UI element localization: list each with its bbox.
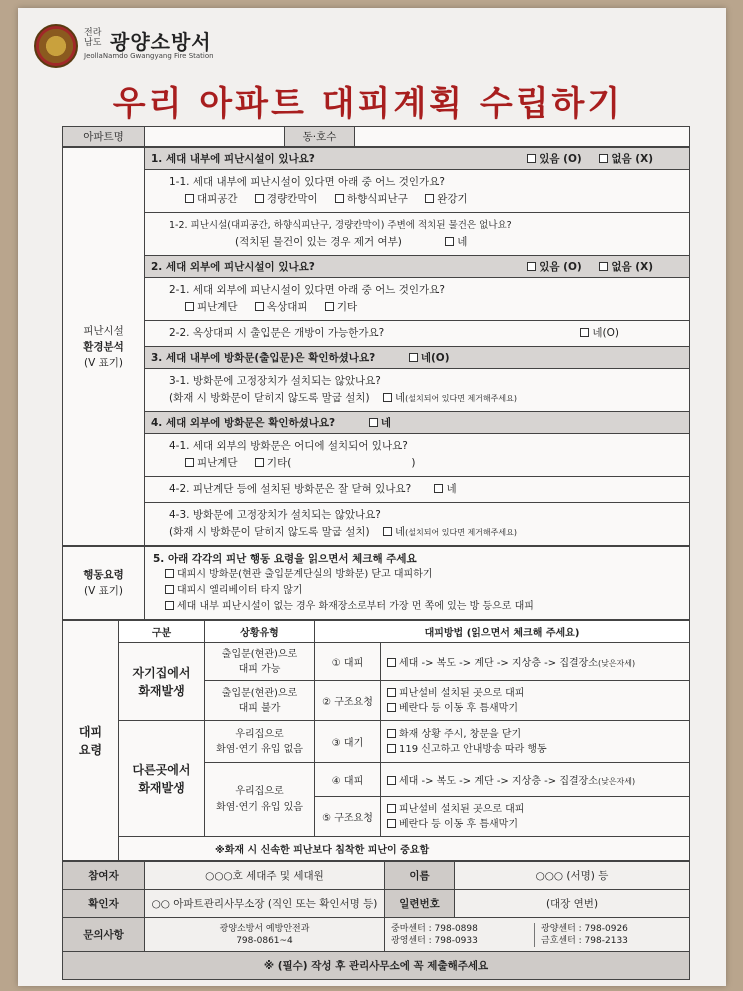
- action-item[interactable]: [153, 567, 681, 583]
- q2-2-yes-option[interactable]: [580, 325, 619, 342]
- question-1-title: 1. 세대 내부에 피난시설이 있나요?: [151, 153, 315, 165]
- section-action-guide: [62, 546, 690, 620]
- unit-field[interactable]: [355, 127, 690, 147]
- q1-2-text: 1-2. 피난시설(대피공간, 하향식피난구, 경량칸막이) 주변에 적치된 물건은 없나요?: [169, 220, 512, 231]
- question-2-title: 2. 세대 외부에 피난시설이 있나요?: [151, 261, 315, 273]
- action-guide-body: [145, 547, 690, 620]
- action-side-label: [63, 547, 145, 620]
- confirmer-label: 확인자: [63, 890, 145, 918]
- question-4-title: 4. 세대 외부에 방화문은 확인하셨나요?: [151, 417, 336, 429]
- option-label: 옥상대피: [266, 301, 308, 313]
- checkbox-icon: [165, 569, 174, 578]
- action-cell[interactable]: [381, 643, 690, 681]
- submission-note: [63, 952, 690, 980]
- action-item-label: 세대 내부 피난시설이 없는 경우 화재장소로부터 가장 먼 쪽에 있는 방 등으로 대피: [177, 601, 534, 612]
- question-1-2: [145, 213, 690, 256]
- region-label: 전라남도: [84, 28, 102, 48]
- action-line: [387, 701, 683, 716]
- question-4-1: [145, 434, 690, 477]
- q4-yes-option[interactable]: [369, 415, 391, 430]
- q1-2-line: [169, 234, 679, 251]
- q4-1-text: 4-1. 세대 외부의 방화문은 어디에 설치되어 있나요?: [169, 440, 408, 452]
- section-evacuation-guide: [62, 620, 690, 861]
- checkbox-icon: [445, 237, 454, 246]
- question-3-title: 3. 세대 내부에 방화문(출입문)은 확인하셨나요?: [151, 352, 376, 364]
- checkbox-icon: [255, 458, 264, 467]
- q1-2-subtext: (적치된 물건이 있는 경우 제거 여부): [235, 236, 402, 248]
- checkbox-icon: [527, 154, 536, 163]
- action-cell[interactable]: [381, 681, 690, 721]
- q2-1-text: 2-1. 세대 외부에 피난시설이 있다면 아래 중 어느 것인가요?: [169, 284, 445, 296]
- option-label: 네: [395, 526, 406, 538]
- checkbox-icon: [387, 744, 396, 753]
- center-contact: 광영센터 : 798-0933: [391, 935, 478, 946]
- q2-2-text: 2-2. 옥상대피 시 출입문은 개방이 가능한가요?: [169, 327, 385, 339]
- question-2-2: [145, 321, 690, 347]
- participant-value[interactable]: ○○○호 세대주 및 세대원: [145, 862, 385, 890]
- option-label: 대피공간: [197, 193, 238, 205]
- name-label: 이름: [385, 862, 455, 890]
- center-contacts: [385, 918, 690, 952]
- action-label: 화재 상황 주시, 창문을 닫기: [399, 728, 522, 740]
- action-cell[interactable]: [381, 797, 690, 837]
- action-line: [387, 742, 683, 757]
- center-contact: 중마센터 : 798-0898: [391, 923, 478, 934]
- checkbox-icon: [387, 819, 396, 828]
- method-cell: ④ 대피: [315, 763, 381, 797]
- checkbox-icon: [387, 776, 396, 785]
- question-1-1: [145, 170, 690, 213]
- option-label: 피난계단: [197, 457, 238, 469]
- checkbox-icon: [185, 458, 194, 467]
- checkbox-icon: [185, 302, 194, 311]
- evac-note: ※화재 시 신속한 피난보다 침착한 피난이 중요함: [119, 837, 690, 861]
- info-table: [62, 126, 690, 147]
- q4-3-yes-option[interactable]: [383, 524, 517, 541]
- side-label-line3: (V 표기): [84, 356, 123, 369]
- q1-1-option[interactable]: [255, 191, 318, 208]
- action-label: 베란다 등 이동 후 틈새막기: [399, 818, 518, 830]
- q3-yes-label: 네(O): [420, 352, 450, 364]
- action-line: [387, 802, 683, 817]
- situation-cell: 우리집으로 화염·연기 유입 없음: [205, 721, 315, 763]
- side-label-line2: 요령: [78, 742, 103, 757]
- group-elsewhere: 다른곳에서 화재발생: [119, 721, 205, 837]
- group-own-home: 자기집에서 화재발생: [119, 643, 205, 721]
- serial-value[interactable]: (대장 연번): [455, 890, 690, 918]
- action-item-label: 대피시 방화문(현관 출입문계단실의 방화문) 닫고 대피하기: [177, 569, 433, 580]
- q3-1-yes-option[interactable]: [383, 390, 517, 407]
- action-line: [387, 817, 683, 832]
- action-label: 피난설비 설치된 곳으로 대피: [399, 803, 525, 815]
- q1-1-option[interactable]: [335, 191, 408, 208]
- action-note: (낮은자세): [597, 659, 636, 668]
- checkbox-icon: [387, 658, 396, 667]
- station-english-name: JeollaNamdo Gwangyang Fire Station: [84, 52, 214, 60]
- checkbox-icon: [425, 194, 434, 203]
- question-4-3: [145, 503, 690, 546]
- q4-1-options: [169, 455, 679, 472]
- name-value[interactable]: ○○○ (서명) 등: [455, 862, 690, 890]
- q1-1-text: 1-1. 세대 내부에 피난시설이 있다면 아래 중 어느 것인가요?: [169, 176, 445, 188]
- checkbox-icon: [335, 194, 344, 203]
- action-item[interactable]: [153, 583, 681, 599]
- q3-1-line: [169, 390, 679, 407]
- question-5-title: 5. 아래 각각의 피난 행동 요령을 읽으면서 체크해 주세요: [153, 553, 417, 565]
- option-label: 기타: [336, 301, 358, 313]
- checkbox-icon: [255, 194, 264, 203]
- checkbox-icon: [409, 353, 418, 362]
- fire-station-emblem-icon: [34, 24, 78, 68]
- method-cell: ② 구조요청: [315, 681, 381, 721]
- q4-1-option[interactable]: [255, 455, 416, 472]
- situation-cell: 우리집으로 화염·연기 유입 있음: [205, 763, 315, 837]
- q2-no-label: 없음 (X): [611, 261, 653, 273]
- center-contact: 금호센터 : 798-2133: [541, 935, 628, 946]
- side-label-line1: 행동요령: [83, 569, 124, 581]
- checkbox-icon: [387, 703, 396, 712]
- q1-1-option[interactable]: [425, 191, 467, 208]
- option-label: 네: [446, 483, 457, 495]
- action-line: [387, 727, 683, 742]
- method-cell: ⑤ 구조요청: [315, 797, 381, 837]
- serial-label: 일련번호: [385, 890, 455, 918]
- question-4-2: [145, 477, 690, 503]
- inquiry-office-phone: 798-0861~4: [236, 935, 293, 946]
- q2-1-options: [169, 299, 679, 316]
- side-label-line2: 환경분석: [83, 340, 124, 353]
- checkbox-icon: [369, 418, 378, 427]
- question-3-1: [145, 369, 690, 412]
- inquiry-office: [145, 918, 385, 952]
- q4-2-yes-option[interactable]: [434, 481, 456, 498]
- method-cell: ③ 대기: [315, 721, 381, 763]
- option-label: 네(O): [592, 327, 619, 339]
- q1-no-option[interactable]: [599, 151, 653, 166]
- checkbox-icon: [527, 262, 536, 271]
- q2-yes-option[interactable]: [527, 259, 581, 274]
- q4-yes-label: 네: [380, 417, 391, 429]
- situation-cell: 출입문(현관)으로 대피 불가: [205, 681, 315, 721]
- checkbox-icon: [599, 154, 608, 163]
- unit-label: 동·호수: [285, 127, 355, 147]
- method-cell: ① 대피: [315, 643, 381, 681]
- question-2-1: [145, 278, 690, 321]
- centers-left: [391, 923, 531, 947]
- q1-1-options: [169, 191, 679, 208]
- q1-no-label: 없음 (X): [611, 153, 653, 165]
- action-label: 세대 -> 복도 -> 계단 -> 지상층 -> 집결장소: [399, 776, 598, 787]
- side-label-line1: 피난시설: [83, 324, 124, 337]
- inquiry-label: 문의사항: [63, 918, 145, 952]
- q4-3-text: 4-3. 방화문에 고정장치가 설치되는 않았나요?: [169, 509, 381, 521]
- submission-note-text: ※ (필수) 작성 후 관리사무소에 꼭 제출해주세요: [263, 960, 489, 972]
- checkbox-icon: [434, 484, 443, 493]
- q3-1-text: 3-1. 방화문에 고정장치가 설치되는 않았나요?: [169, 375, 381, 387]
- option-label: 완강기: [437, 193, 468, 205]
- q4-1-option[interactable]: [185, 455, 238, 472]
- option-label: 네: [457, 236, 468, 248]
- checkbox-icon: [599, 262, 608, 271]
- question-4-header: [145, 412, 690, 434]
- option-label: 기타(: [266, 457, 292, 469]
- apt-name-label: 아파트명: [63, 127, 145, 147]
- col-header-method: 대피방법 (읽으면서 체크해 주세요): [315, 621, 690, 643]
- question-1-header: [145, 148, 690, 170]
- q4-3-subtext: (화재 시 방화문이 닫히지 않도록 말굽 설치): [169, 526, 370, 538]
- checkbox-icon: [580, 328, 589, 337]
- confirmer-value[interactable]: ○○ 아파트관리사무소장 (직인 또는 확인서명 등): [145, 890, 385, 918]
- situation-cell: 출입문(현관)으로 대피 가능: [205, 643, 315, 681]
- checkbox-icon: [387, 688, 396, 697]
- q2-yes-label: 있음 (O): [539, 261, 582, 273]
- checkbox-icon: [383, 527, 392, 536]
- participant-label: 참여자: [63, 862, 145, 890]
- q1-2-yes-option[interactable]: [445, 234, 467, 251]
- action-line: [387, 686, 683, 701]
- q2-1-option[interactable]: [255, 299, 308, 316]
- checkbox-icon: [387, 804, 396, 813]
- q2-1-option[interactable]: [185, 299, 238, 316]
- centers-right: [534, 923, 674, 947]
- action-cell[interactable]: [381, 763, 690, 797]
- option-label: 네: [395, 392, 406, 404]
- option-label: 피난계단: [197, 301, 238, 313]
- form-paper: [18, 8, 726, 986]
- action-label: 119 신고하고 안내방송 따라 행동: [399, 743, 547, 755]
- action-item[interactable]: [153, 599, 681, 615]
- question-2-header: [145, 256, 690, 278]
- option-label: 경량칸막이: [266, 193, 318, 205]
- action-item-label: 대피시 엘리베이터 타지 않기: [177, 585, 303, 596]
- checkbox-icon: [165, 601, 174, 610]
- q2-no-option[interactable]: [599, 259, 653, 274]
- q2-1-option[interactable]: [325, 299, 357, 316]
- facility-side-label: [63, 148, 145, 546]
- option-label: 하향식피난구: [346, 193, 408, 205]
- checkbox-icon: [325, 302, 334, 311]
- checkbox-icon: [185, 194, 194, 203]
- checkbox-icon: [387, 729, 396, 738]
- action-label: 세대 -> 복도 -> 계단 -> 지상층 -> 집결장소: [399, 658, 598, 669]
- q1-yes-option[interactable]: [527, 151, 581, 166]
- center-contact: 광양센터 : 798-0926: [541, 923, 628, 934]
- form-header: [28, 14, 716, 124]
- checkbox-icon: [383, 393, 392, 402]
- checkbox-icon: [255, 302, 264, 311]
- footer-table: [62, 861, 690, 980]
- col-header-situation: 상황유형: [205, 621, 315, 643]
- q3-yes-option[interactable]: [409, 350, 450, 365]
- station-name: 광양소방서: [110, 30, 212, 54]
- action-cell[interactable]: [381, 721, 690, 763]
- col-header-category: 구분: [119, 621, 205, 643]
- section-facility-analysis: [62, 147, 690, 546]
- q1-yes-label: 있음 (O): [539, 153, 582, 165]
- evacuation-plan-form: [62, 126, 690, 980]
- action-note: (낮은자세): [597, 777, 636, 786]
- option-note: (설치되어 있다면 제거해주세요): [405, 528, 517, 537]
- action-label: 베란다 등 이동 후 틈새막기: [399, 702, 518, 714]
- checkbox-icon: [165, 585, 174, 594]
- q1-1-option[interactable]: [185, 191, 238, 208]
- q4-3-line: [169, 524, 679, 541]
- q4-2-text: 4-2. 피난계단 등에 설치된 방화문은 잘 닫혀 있나요?: [169, 483, 412, 495]
- q3-1-subtext: (화재 시 방화문이 닫히지 않도록 말굽 설치): [169, 392, 370, 404]
- side-label-line1: 대피: [78, 724, 103, 739]
- apt-name-field[interactable]: [145, 127, 285, 147]
- evac-side-label: [63, 621, 119, 861]
- question-3-header: [145, 347, 690, 369]
- inquiry-office-name: 광양소방서 예방안전과: [219, 923, 310, 934]
- side-label-line2: (V 표기): [84, 585, 123, 597]
- option-close-paren: ): [411, 457, 416, 469]
- action-label: 피난설비 설치된 곳으로 대피: [399, 687, 525, 699]
- option-note: (설치되어 있다면 제거해주세요): [405, 394, 517, 403]
- page-title: 우리 아파트 대피계획 수립하기: [112, 84, 624, 124]
